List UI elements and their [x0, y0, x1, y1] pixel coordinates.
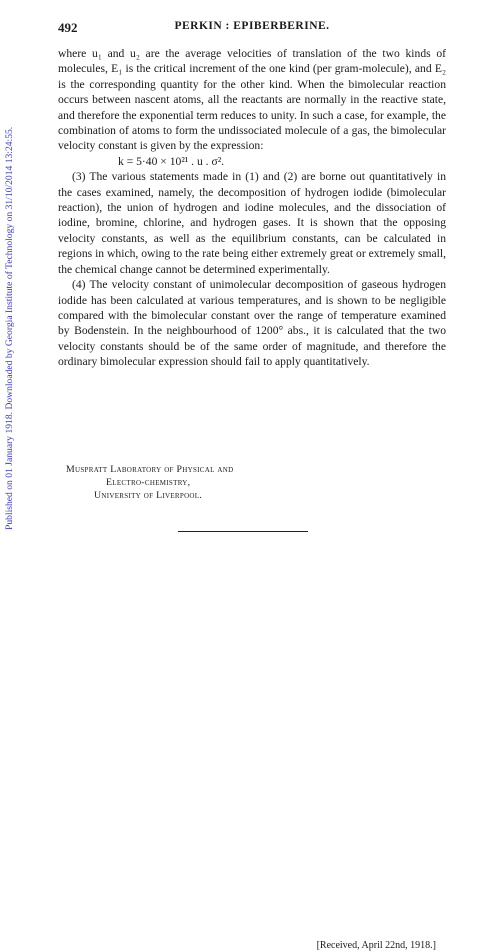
affiliation-line-2: Electro-chemistry,	[106, 477, 191, 488]
publication-stamp: Published on 01 January 1918. Downloaded by Georgia Institute of Technology on 31/10/2014 13:24:55.	[4, 126, 15, 530]
running-head: PERKIN : EPIBERBERINE.	[174, 20, 330, 32]
article-body	[58, 46, 446, 370]
paragraph-continuation: where u₁ and u₂ are the average velocities of translation of the two kinds of molecules, E₁ is the critical increment of the one kind (per gram-molecule), and E₂ is the corresponding quantity for the other kind. When the bimolecular reaction occurs between nascent atoms, all the reactants are normally in the reactive state, and therefore the exponential term reduces to unity. In such a case, for example, the combination of atoms to form the undissociated molecule of a gas, the bimolecular velocity constant is given by the expression:	[58, 47, 446, 153]
affiliation-line-3: University of Liverpool.	[94, 490, 203, 501]
equation: k = 5·40 × 10²¹ . u . σ².	[118, 154, 225, 168]
affiliation-block	[58, 463, 448, 951]
paragraph-4: (4) The velocity constant of unimolecular decomposition of gaseous hydrogen iodide has been calculated at various temperatures, and is shown to be negligible compared with the bimolecular constant over the range of temperature examined by Bodenstein. In the neighbourhood of 1200° abs., it is calculated that the two velocity constants should be of the same order of magnitude, and therefore the ordinary bimolecular expression should fail to apply quantitatively.	[58, 278, 446, 369]
paragraph-3: (3) The various statements made in (1) and (2) are borne out quantitatively in the cases examined, namely, the decomposition of hydrogen iodide (bimolecular reaction), the union of hydrogen and iodine molecules, and the dissociation of iodine, bromine, chlorine, and hydrogen gases. It is shown that the opposing velocity constants, as well as the equilibrium constants, can be calculated in regions in which, owing to the rate being either extremely great or extremely small, the chemical change cannot be determined experimentally.	[58, 170, 446, 276]
page-header	[58, 20, 446, 36]
page-number: 492	[58, 20, 78, 35]
affiliation-line-1: Muspratt Laboratory of Physical and	[66, 464, 234, 475]
received-date: [Received, April 22nd, 1918.]	[316, 940, 436, 951]
end-rule	[178, 531, 308, 532]
